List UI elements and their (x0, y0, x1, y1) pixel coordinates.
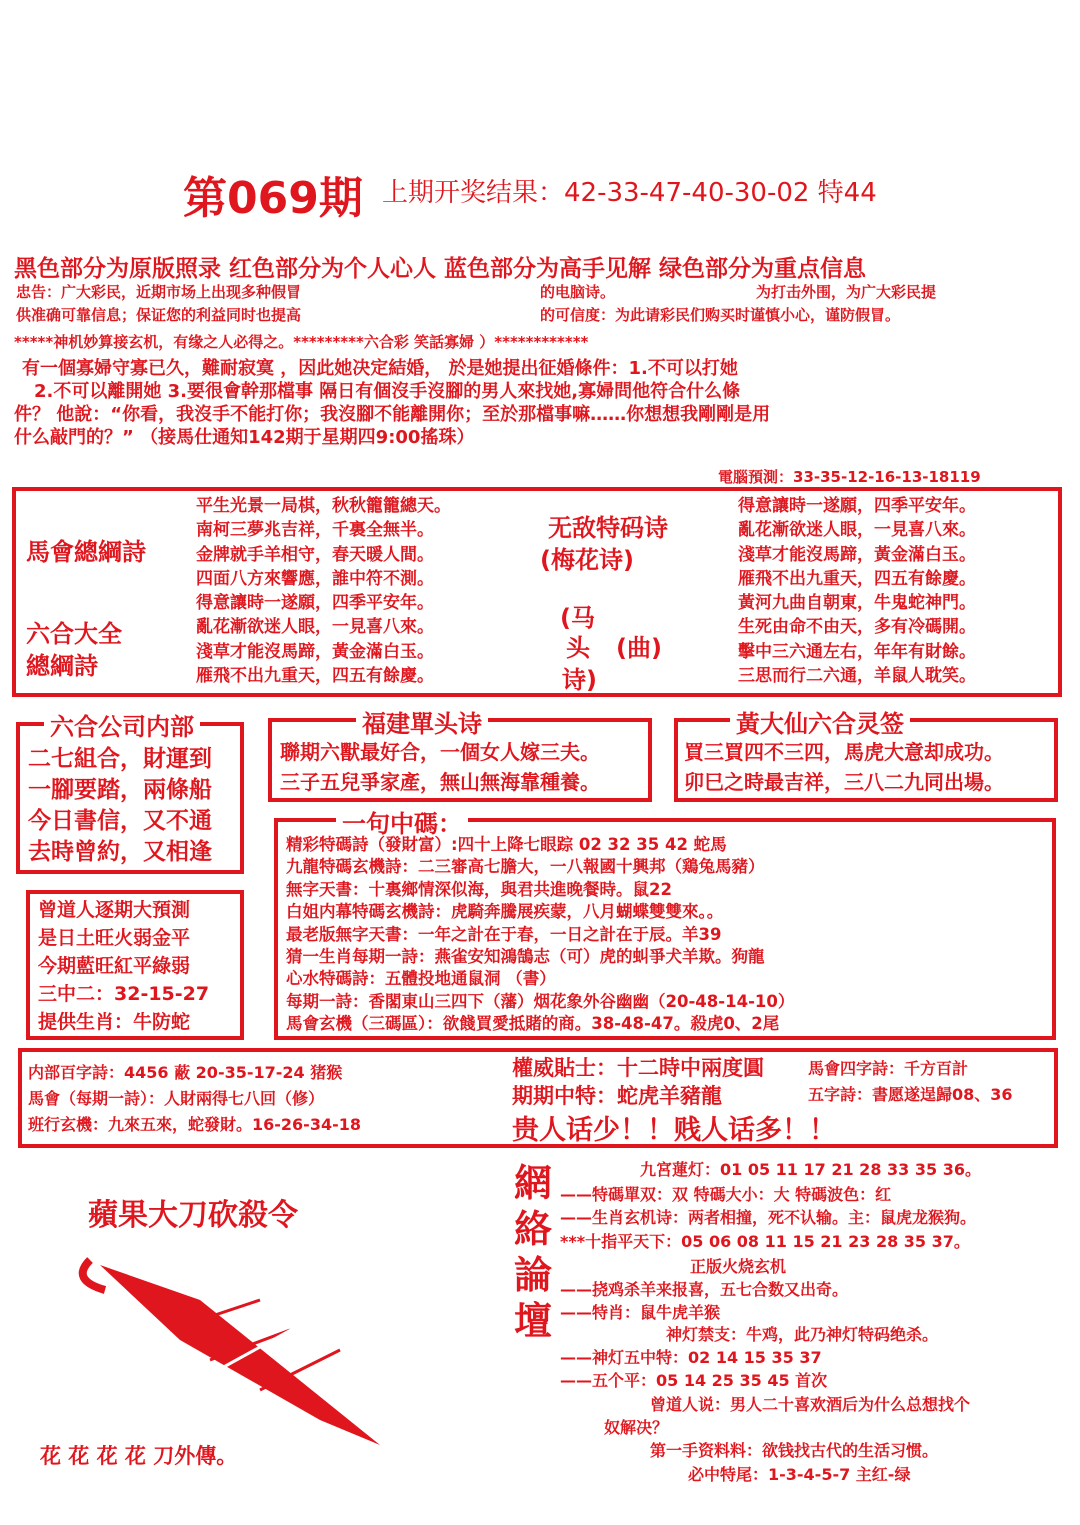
company-line: 二七組合，財運到 (28, 746, 212, 772)
phone-forecast: 電腦預測：33-35-12-16-13-18119 (718, 468, 981, 486)
knife-bottom: 花 花 花 花 刀外傳。 (40, 1444, 238, 1468)
fujian-title: 福建單头诗 (356, 704, 488, 739)
yiju-line: 每期一詩：香閣東山三四下（藩）烟花象外谷幽幽（20-48-14-10） (286, 991, 795, 1011)
poem-line: 淺草才能沒馬蹄，黃金滿白玉。 (196, 641, 434, 662)
poem-label: 馬會總綱詩 (26, 538, 146, 566)
poem-mid-text: 诗) (562, 666, 597, 694)
poem-line: 雁飛不出九重天，四五有餘慶。 (196, 666, 434, 687)
neibu-line: 内部百字詩：4456 蔽 20-35-17-24 猪猴 (28, 1063, 343, 1082)
poem-line: 三思而行二六通，羊鼠人耽笑。 (738, 666, 976, 687)
forum-side-char: 壇 (514, 1299, 553, 1343)
last-result: 上期开奖结果：42-33-47-40-30-02 特44 (382, 178, 877, 208)
poem-line: 平生光景一局棋，秋秋籠籠總天。 (196, 496, 451, 516)
joke-line: 2.不可以離開她 3.要很會幹那檔事 隔日有個沒手沒腳的男人來找她,寡婦問他符合什么條 (34, 381, 741, 402)
forum-line: 第一手资料料：欲钱找古代的生活习惯。 (650, 1441, 939, 1460)
quanwei-line: 五字詩：書愿遂逞歸08、36 (808, 1085, 1013, 1104)
forum-line: ——挠鸡杀羊来报喜，五七合数又出奇。 (560, 1280, 849, 1299)
quanwei-line: 期期中特：蛇虎羊豬龍 (512, 1084, 722, 1108)
company-title: 六合公司内部 (44, 707, 200, 742)
forum-line: ——特肖：鼠牛虎羊猴 (560, 1303, 721, 1322)
yiju-line: 精彩特碼詩（發財富）:四十上降七眼踪 02 32 35 42 蛇馬 (286, 835, 727, 854)
quanwei-line: 馬會四字詩：千方百計 (808, 1059, 969, 1078)
poem-line: 生死由命不由天，多有冷碼開。 (738, 617, 976, 638)
yiju-lines (286, 834, 794, 1036)
huangdaxian-lines (684, 737, 1004, 797)
neibu-line: 班行玄機：九來五來，蛇發財。16-26-34-18 (28, 1115, 361, 1134)
joke-header: *****神机妙算接玄机，有缘之人必得之。*********六合彩 笑話寡婦 ）************ (14, 333, 589, 351)
poem-line: 金牌就手羊相守，春天暖人間。 (196, 544, 434, 565)
joke-line: 件？ 他說：“你看，我沒手不能打你；我沒腳不能離開你；至於那檔事嘛……你想想我剛剛是用 (14, 404, 771, 425)
poem-line: 四面八方來響應，誰中符不測。 (196, 568, 434, 589)
poem-line: 擊中三六通左右，年年有財餘。 (738, 641, 976, 662)
company-line: 去時曾約，又相逢 (28, 839, 212, 865)
joke-line: 有一個寡婦守寡已久，難耐寂寞 ，因此她决定結婚， 於是她提出征婚條件：1.不可以打她 (22, 358, 738, 379)
poem-label: 總綱詩 (26, 652, 98, 680)
zengdao-line: 提供生肖：牛防蛇 (38, 1011, 191, 1033)
zengdao-line: 三中二：32-15-27 (38, 983, 210, 1005)
quanwei-line: 權威貼士：十二時中兩度圓 (512, 1056, 764, 1080)
forum-line: 九宮蓮灯：01 05 11 17 21 28 33 35 36。 (640, 1160, 981, 1179)
neibu-line: 馬會（每期一詩）：人財兩得七八回（修） (28, 1089, 325, 1108)
forum-line: ——五个平：05 14 25 35 45 首次 (560, 1371, 828, 1390)
zengdao-line: 曾道人逐期大預測 (38, 899, 191, 921)
notice-line: 忠告：广大彩民，近期市场上出现多种假冒 (16, 283, 302, 301)
zengdao-line: 今期藍旺紅平綠弱 (38, 955, 191, 977)
notice-line: 为打击外围，为广大彩民提 (756, 283, 937, 301)
poem-line: 黃河九曲自朝東，牛鬼蛇神門。 (738, 593, 976, 614)
yiju-line: 白姐内幕特碼玄機詩：虎騎奔騰展疾蒙，八月蝴蝶雙雙來。。 (286, 902, 724, 922)
fujian-lines (280, 737, 600, 797)
forum-line: 曾道人说：男人二十喜欢酒后为什么总想找个 (650, 1395, 971, 1414)
company-lines (28, 744, 212, 868)
yiju-line: 無字天書：十裏鄉情深似海，與君共進晚餐時。鼠22 (286, 879, 672, 899)
poem-mid-text: 头 (566, 634, 590, 662)
poem-mid-text: (马 (560, 604, 595, 632)
huangdaxian-line: 卯巳之時最吉祥，三八二九同出場。 (684, 770, 1004, 794)
fujian-line: 聯期六獸最好合，一個女人嫁三夫。 (280, 740, 600, 764)
slogan: 贵人话少！！贱人话多！！ (512, 1115, 836, 1146)
forum-side-char: 絡 (514, 1207, 553, 1251)
yiju-line: 馬會玄機（三碼區）：欲餞買愛抵賭的商。38-48-47。殺虎0、2尾 (286, 1014, 780, 1034)
poem-line: 亂花漸欲迷人眼，一見喜八來。 (196, 617, 434, 638)
yiju-line: 九龍特碼玄機詩：二三審高七膽大，一八報國十興邦（鶏兔馬豬） (286, 857, 765, 877)
poem-line: 淺草才能沒馬蹄，黃金滿白玉。 (738, 544, 976, 565)
knife-illustration (60, 1230, 420, 1460)
poem-mid-text: (曲) (616, 634, 662, 662)
notice-line: 的电脑诗。 (540, 283, 616, 301)
yiju-title: 一句中碼： (336, 804, 468, 839)
yiju-line: 心水特碼詩：五體投地通鼠洞 （書） (286, 969, 556, 989)
forum-line: 必中特尾：1-3-4-5-7 主红-绿 (688, 1465, 911, 1484)
issue-number: 第069期 (183, 173, 363, 224)
forum-line: 奴解决？ (604, 1418, 669, 1437)
forum-side-char: 網 (514, 1161, 553, 1205)
forum-line: ——生肖玄机诗：两者相撞，死不认输。主：鼠虎龙猴狗。 (560, 1208, 977, 1227)
neibu-lines (28, 1060, 361, 1138)
joke-line: 什么敲門的？” （接馬仕通知142期于星期四9:00搖珠） (14, 427, 475, 448)
yiju-line: 最老版無字天書：一年之計在于春，一日之計在于辰。羊39 (286, 924, 722, 944)
color-legend: 黑色部分为原版照录 红色部分为个人心人 蓝色部分为高手见解 绿色部分为重点信息 (14, 256, 867, 282)
notice-line: 的可信度：为此请彩民们购买时谨慎小心，谨防假冒。 (540, 306, 901, 324)
poem-label: 六合大全 (26, 620, 122, 648)
zengdao-line: 是日土旺火弱金平 (38, 927, 191, 949)
forum-side-char: 論 (514, 1253, 553, 1297)
poem-mid-title: 无敌特码诗 (548, 514, 668, 542)
huangdaxian-title: 黃大仙六合灵签 (730, 704, 910, 739)
poem-line: 南柯三夢兆吉祥，千裏全無半。 (196, 520, 434, 541)
forum-line: ——特碼單双：双 特碼大小：大 特碼波色：红 (560, 1185, 892, 1204)
fujian-line: 三子五兒爭家產，無山無海靠種養。 (280, 770, 600, 794)
poem-right-column (738, 494, 976, 688)
forum-line: 正版火烧玄机 (690, 1257, 787, 1276)
poem-line: 得意讓時一遂願，四季平安年。 (196, 593, 434, 614)
forum-line: ***十指平天下：05 06 08 11 15 21 23 28 35 37。 (560, 1232, 970, 1251)
forum-line: ——神灯五中特：02 14 15 35 37 (560, 1348, 822, 1367)
company-line: 一腳要踏，兩條船 (28, 777, 212, 803)
knife-title: 蘋果大刀砍殺令 (88, 1198, 298, 1233)
yiju-line: 猜一生肖每期一詩：燕雀安知鴻鵠志（可）虎的虯爭犬羊欺。狗龍 (286, 947, 765, 967)
company-line: 今日書信，又不通 (28, 808, 212, 834)
huangdaxian-line: 買三買四不三四，馬虎大意却成功。 (684, 740, 1004, 764)
zengdao-lines (38, 896, 209, 1036)
poem-left-column (196, 494, 451, 688)
notice-line: 供准确可靠信息；保证您的利益同时也提高 (16, 306, 302, 324)
forum-line: 神灯禁支：牛鸡，此乃神灯特码绝杀。 (666, 1325, 939, 1344)
poem-line: 亂花漸欲迷人眼，一見喜八來。 (738, 520, 976, 541)
forum-side (514, 1160, 552, 1344)
poem-line: 雁飛不出九重天，四五有餘慶。 (738, 568, 976, 589)
poem-mid-title: (梅花诗) (540, 546, 634, 574)
poem-line: 得意讓時一遂願，四季平安年。 (738, 496, 976, 516)
